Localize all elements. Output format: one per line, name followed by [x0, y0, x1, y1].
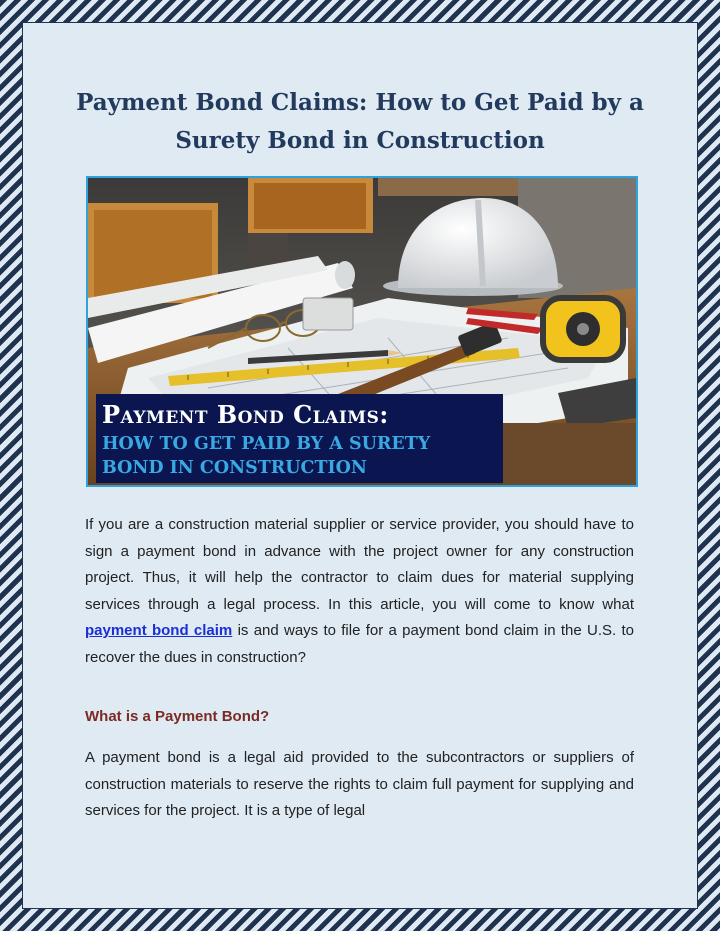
payment-bond-claim-link[interactable]: payment bond claim: [85, 622, 233, 639]
banner-title: Payment Bond Claims:: [102, 400, 389, 429]
intro-text-before-link: If you are a construction material supplier or service provider, you should have to sign a payment bond in advance with the project owner for any construction project. Thus, it will help the contractor to claim dues for material supplying services through a legal process. In this article, you will come to know what: [85, 516, 634, 613]
definition-paragraph: A payment bond is a legal aid provided to the subcontractors or suppliers of construction materials to reserve the rights to claim full payment for supplying and services for the project. It is a type of legal: [85, 749, 634, 819]
banner-subtitle-line1: HOW TO GET PAID BY A SURETY: [102, 434, 431, 454]
title-banner: [96, 394, 503, 483]
hero-image: [86, 176, 638, 487]
intro-paragraph: [85, 512, 634, 671]
section-heading: What is a Payment Bond?: [85, 708, 270, 725]
document-title: Payment Bond Claims: How to Get Paid by a Surety Bond in Construction: [76, 89, 644, 154]
banner-subtitle-line2: BOND IN CONSTRUCTION: [102, 458, 367, 478]
intro-text-after-link: is and ways to file for a payment bond claim in the U.S. to recover the dues in construction?: [85, 622, 634, 666]
